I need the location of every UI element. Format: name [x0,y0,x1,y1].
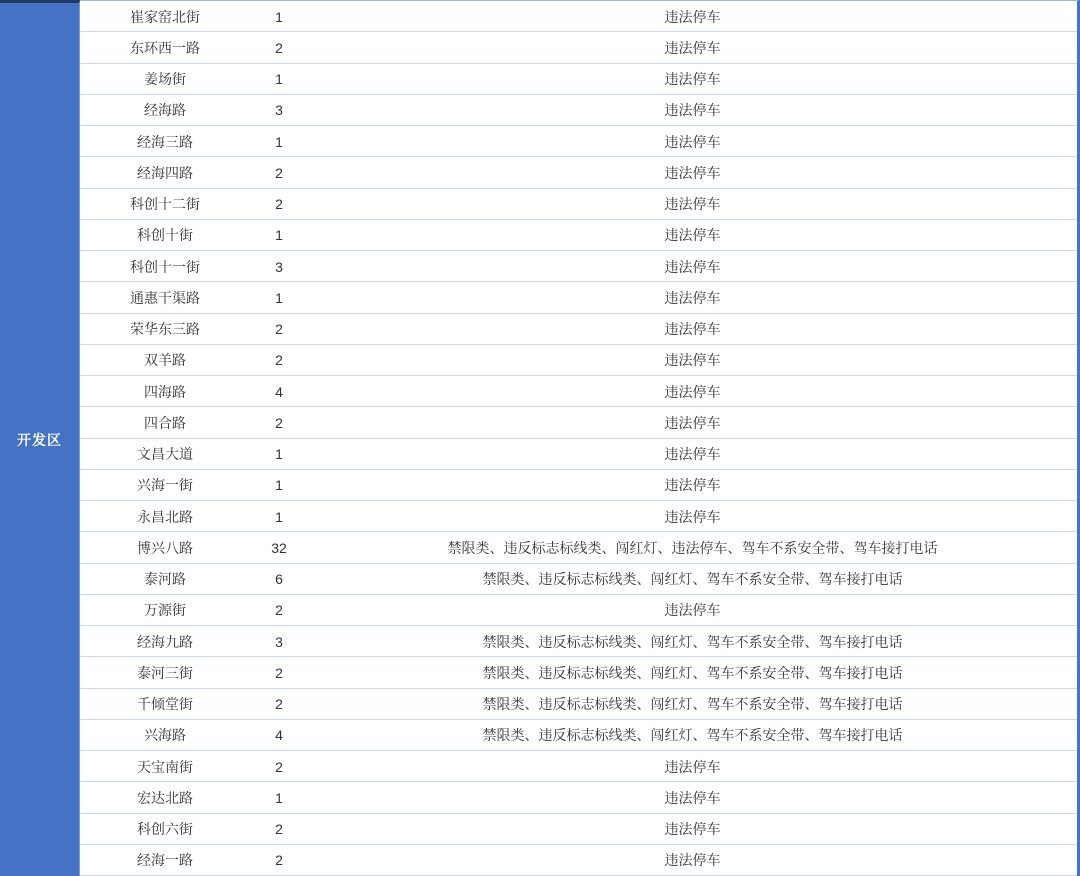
table-row [80,1,1077,32]
violation-count-cell: 2 [275,196,283,212]
table-row [80,782,1077,813]
street-name-cell: 万源街 [144,602,186,618]
street-name-cell: 荣华东三路 [130,321,200,337]
table-row [80,32,1077,63]
table-row [80,564,1077,595]
table-row [80,376,1077,407]
violation-types-cell: 违法停车 [664,321,721,337]
table-row [80,720,1077,751]
street-name-cell: 经海四路 [137,164,193,180]
violation-types-cell: 禁限类、违反标志标线类、闯红灯、驾车不系安全带、驾车接打电话 [482,696,903,712]
violation-types-cell: 违法停车 [664,414,721,430]
street-name-cell: 四合路 [144,414,186,430]
street-name-cell: 永昌北路 [137,508,193,524]
table-row [80,189,1077,220]
street-name-cell: 通惠干渠路 [130,289,200,305]
violation-count-cell: 1 [275,789,283,805]
table-row [80,345,1077,376]
violation-count-cell: 2 [275,852,283,868]
violation-count-cell: 2 [275,602,283,618]
table-row [80,814,1077,845]
street-name-cell: 科创十街 [137,227,193,243]
violation-types-cell: 违法停车 [664,258,721,274]
violation-types-cell: 违法停车 [664,821,721,837]
violation-count-cell: 1 [275,508,283,524]
violation-count-cell: 1 [275,227,283,243]
street-name-cell: 天宝南街 [137,758,193,774]
street-name-cell: 姜场街 [144,71,186,87]
violation-types-cell: 违法停车 [664,352,721,368]
violation-count-cell: 3 [275,258,283,274]
region-cell [0,0,80,876]
table-row [80,751,1077,782]
table-row [80,470,1077,501]
street-name-cell: 科创六街 [137,821,193,837]
violation-types-cell: 违法停车 [664,446,721,462]
table-row [80,407,1077,438]
table-row [80,282,1077,313]
street-name-cell: 经海九路 [137,633,193,649]
street-name-cell: 四海路 [144,383,186,399]
street-name-cell: 经海三路 [137,133,193,149]
violation-count-cell: 3 [275,102,283,118]
street-name-cell: 文昌大道 [137,446,193,462]
violation-types-cell: 违法停车 [664,196,721,212]
violation-types-cell: 违法停车 [664,102,721,118]
region-label: 开发区 [17,431,62,448]
table-row [80,532,1077,563]
violation-types-cell: 违法停车 [664,758,721,774]
violation-count-cell: 2 [275,321,283,337]
street-name-cell: 科创十一街 [130,258,200,274]
table-row [80,64,1077,95]
street-name-cell: 兴海路 [144,727,186,743]
violation-types-cell: 违法停车 [664,289,721,305]
street-name-cell: 博兴八路 [137,539,193,555]
violation-count-cell: 32 [271,539,287,555]
street-name-cell: 崔家窑北街 [130,8,200,24]
street-name-cell: 兴海一街 [137,477,193,493]
violation-count-cell: 1 [275,71,283,87]
street-name-cell: 科创十二街 [130,196,200,212]
table-row [80,626,1077,657]
violation-count-cell: 1 [275,477,283,493]
table-row [80,439,1077,470]
table-row [80,689,1077,720]
violation-types-cell: 禁限类、违反标志标线类、闯红灯、驾车不系安全带、驾车接打电话 [482,727,903,743]
table-row [80,845,1077,876]
violation-count-cell: 2 [275,821,283,837]
table-row [80,314,1077,345]
violation-types-cell: 违法停车 [664,133,721,149]
table-row [80,157,1077,188]
violation-types-cell: 违法停车 [664,789,721,805]
street-name-cell: 泰河三街 [137,664,193,680]
table-row [80,657,1077,688]
street-name-cell: 双羊路 [144,352,186,368]
violation-types-cell: 违法停车 [664,852,721,868]
table-row [80,95,1077,126]
violation-count-cell: 1 [275,289,283,305]
street-name-cell: 泰河路 [144,571,186,587]
violation-types-cell: 禁限类、违反标志标线类、闯红灯、驾车不系安全带、驾车接打电话 [482,571,903,587]
street-name-cell: 东环西一路 [130,39,200,55]
violation-types-cell: 禁限类、违反标志标线类、闯红灯、违法停车、驾车不系安全带、驾车接打电话 [447,539,938,555]
violation-types-cell: 违法停车 [664,164,721,180]
violation-count-cell: 1 [275,446,283,462]
violation-count-cell: 2 [275,758,283,774]
violation-count-cell: 2 [275,39,283,55]
violation-count-cell: 6 [275,571,283,587]
street-name-cell: 经海一路 [137,852,193,868]
street-name-cell: 宏达北路 [137,789,193,805]
violation-count-cell: 3 [275,633,283,649]
street-name-cell: 千倾堂街 [137,696,193,712]
violation-types-cell: 违法停车 [664,383,721,399]
violation-types-cell: 违法停车 [664,39,721,55]
table-row [80,501,1077,532]
violation-count-cell: 2 [275,696,283,712]
violation-count-cell: 4 [275,383,283,399]
violation-count-cell: 2 [275,414,283,430]
violation-types-cell: 违法停车 [664,8,721,24]
violation-count-cell: 1 [275,133,283,149]
violation-types-cell: 禁限类、违反标志标线类、闯红灯、驾车不系安全带、驾车接打电话 [482,633,903,649]
violation-types-cell: 违法停车 [664,508,721,524]
violation-table [80,0,1080,876]
street-name-cell: 经海路 [144,102,186,118]
violation-types-cell: 违法停车 [664,477,721,493]
violation-types-cell: 禁限类、违反标志标线类、闯红灯、驾车不系安全带、驾车接打电话 [482,664,903,680]
violation-count-cell: 1 [275,8,283,24]
violation-types-cell: 违法停车 [664,227,721,243]
violation-types-cell: 违法停车 [664,71,721,87]
table-row [80,220,1077,251]
table-row [80,595,1077,626]
violation-types-cell: 违法停车 [664,602,721,618]
table-row [80,126,1077,157]
violation-count-cell: 4 [275,727,283,743]
violation-count-cell: 2 [275,352,283,368]
table-row [80,251,1077,282]
violation-count-cell: 2 [275,164,283,180]
violation-count-cell: 2 [275,664,283,680]
